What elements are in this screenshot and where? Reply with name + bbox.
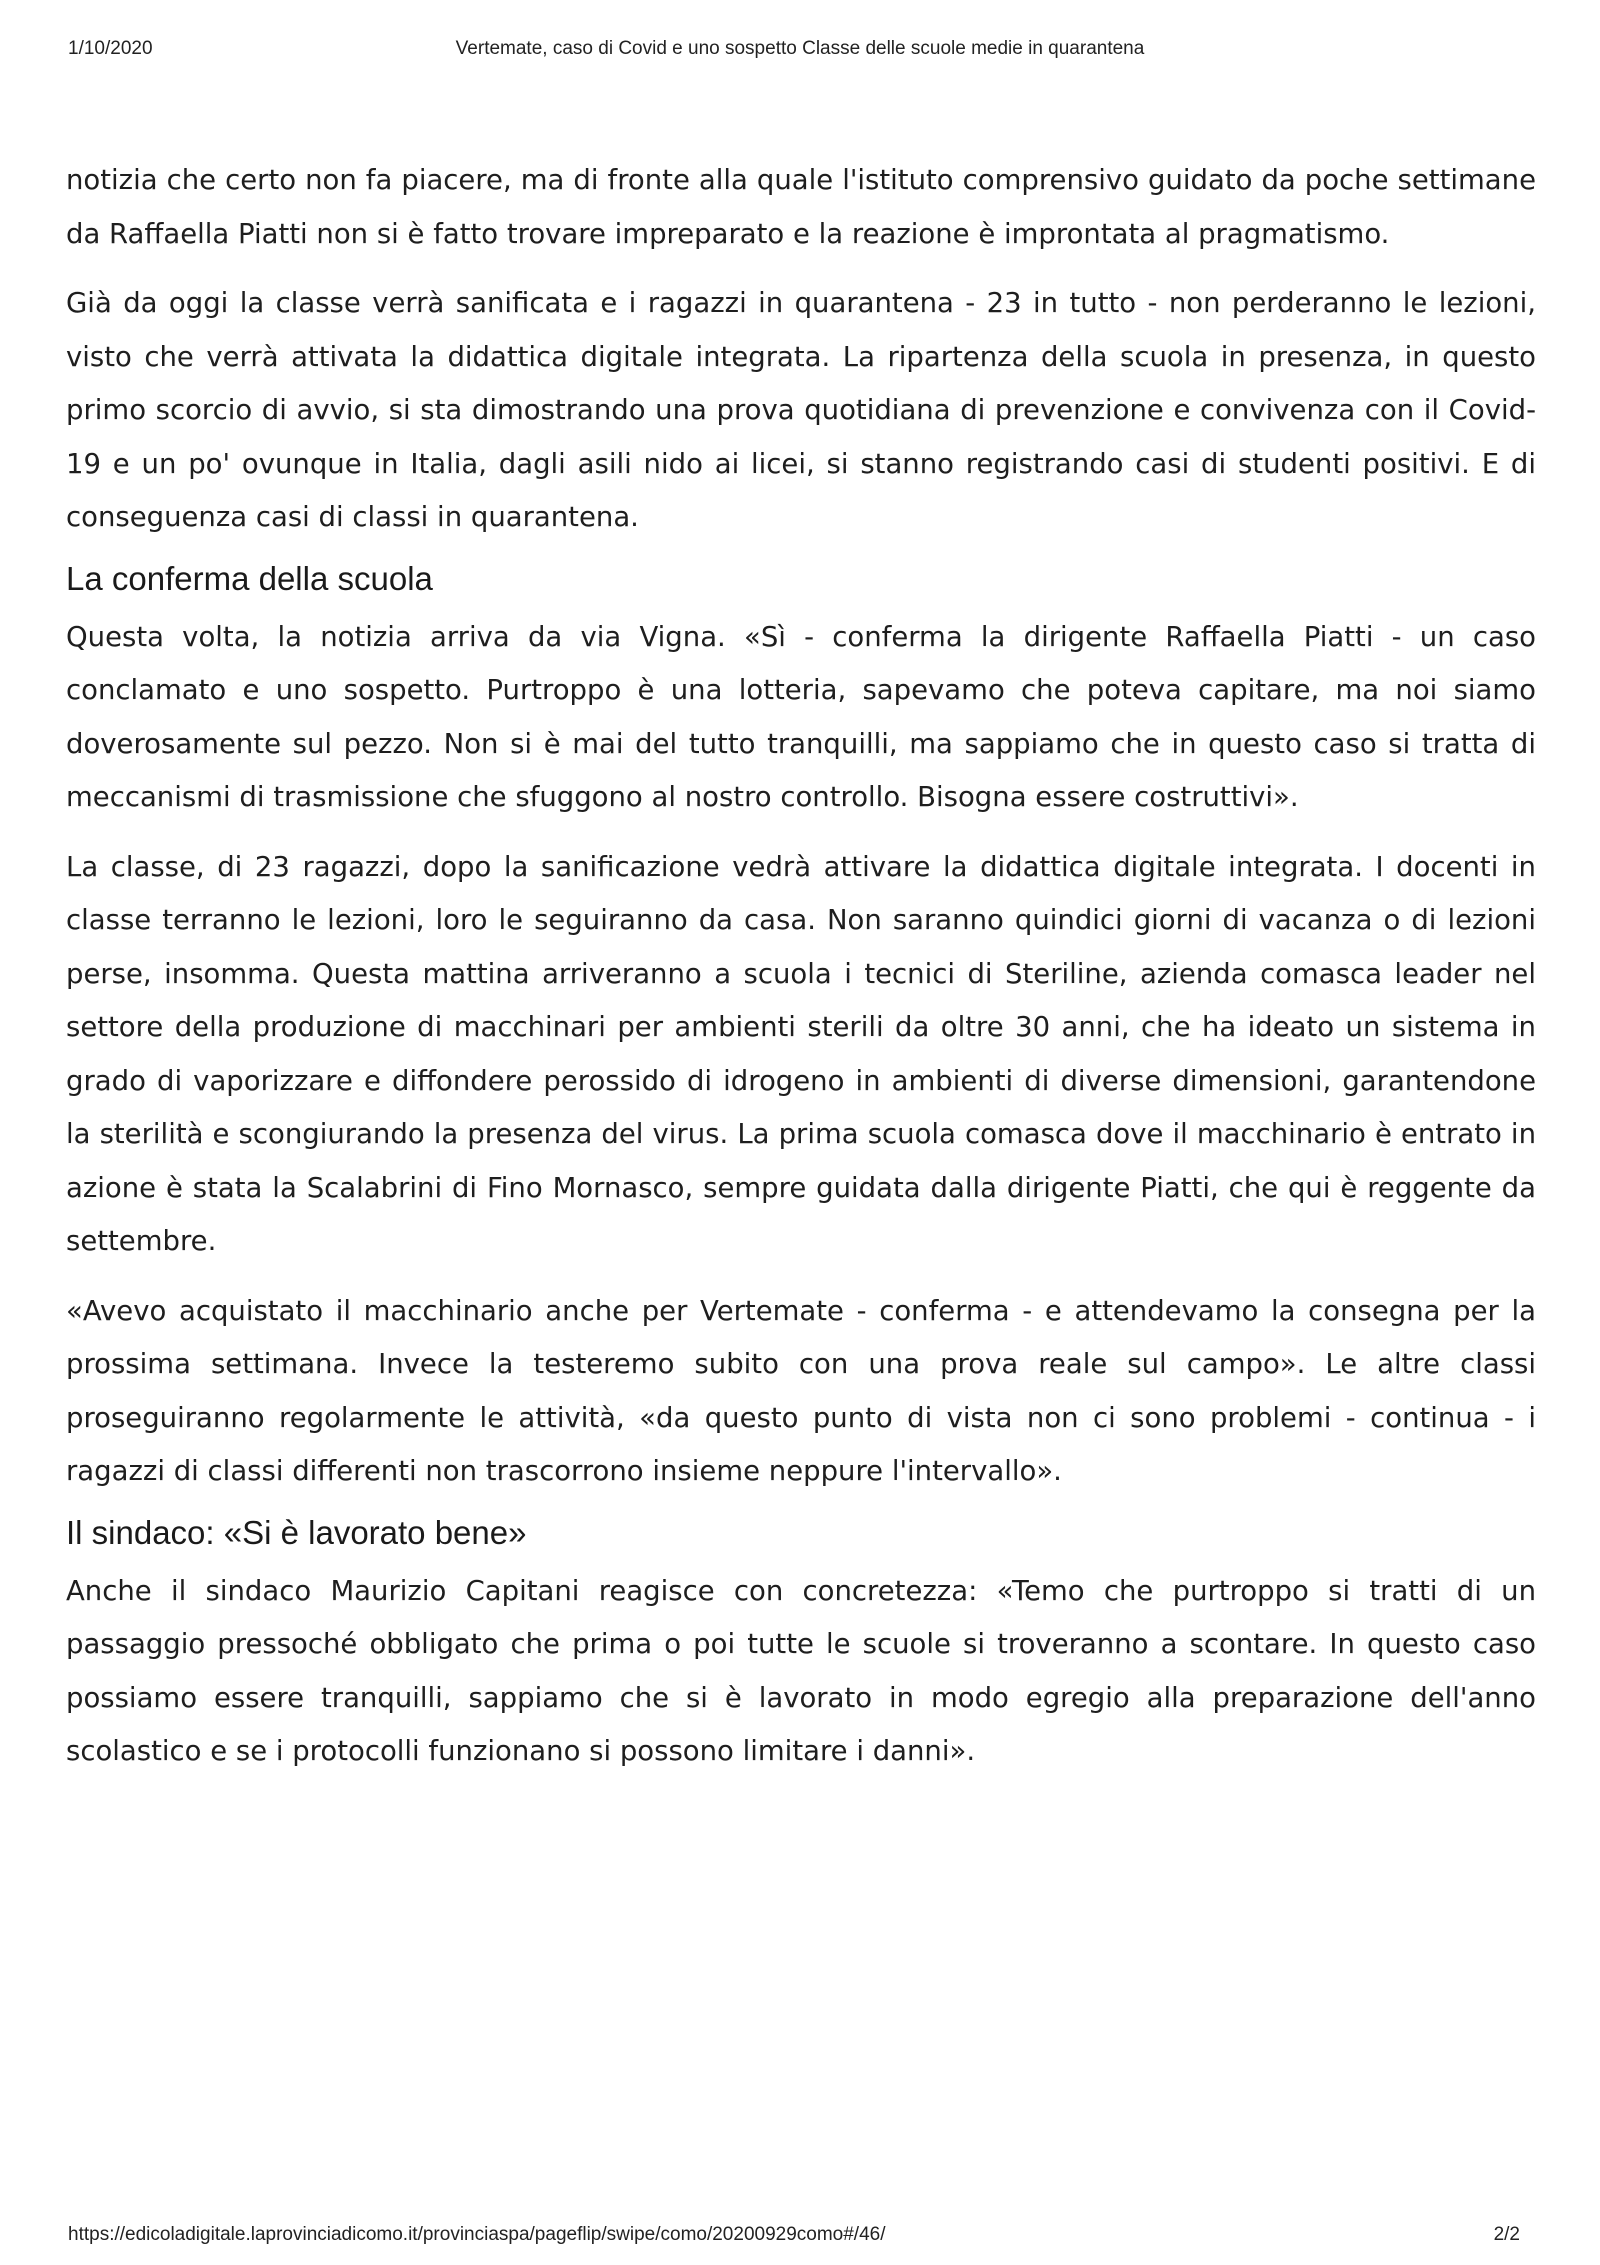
article-paragraph: Questa volta, la notizia arriva da via Vigna. «Sì - conferma la dirigente Raffaella Piatti - un caso conclamato e uno sospetto. Purtroppo è una lotteria, sapevamo che poteva capitare, ma noi siamo doverosamente sul pezzo. Non si è mai del tutto tranquilli, ma sappiamo che in questo caso si tratta di meccanismi di trasmissione che sfuggono al nostro controllo. Bisogna essere costruttivi». <box>66 620 1536 813</box>
source-url: https://edicoladigitale.laprovinciadicomo.it/provinciaspa/pageflip/swipe/como/20200929como#/46/ <box>68 2224 886 2245</box>
article-paragraph: «Avevo acquistato il macchinario anche per Vertemate - conferma - e attendevamo la consegna per la prossima settimana. Invece la testeremo subito con una prova reale sul campo». Le altre classi proseguiranno regolarmente le attività, «da questo punto di vista non ci sono problemi - continua - i ragazzi di classi differenti non trascorrono insieme neppure l'intervallo». <box>66 1294 1536 1487</box>
section-heading-school-confirmation: La conferma della scuola <box>66 559 433 597</box>
document-title: Vertemate, caso di Covid e uno sospetto Classe delle scuole medie in quarantena <box>455 38 1145 59</box>
print-date: 1/10/2020 <box>68 38 153 59</box>
print-header <box>68 38 1532 66</box>
article-body <box>66 154 1536 1795</box>
article-paragraph: Già da oggi la classe verrà sanificata e i ragazzi in quarantena - 23 in tutto - non perderanno le lezioni, visto che verrà attivata la didattica digitale integrata. La ripartenza della scuola in presenza, in questo primo scorcio di avvio, si sta dimostrando una prova quotidiana di prevenzione e convivenza con il Covid-19 e un po' ovunque in Italia, dagli asili nido ai licei, si stanno registrando casi di studenti positivi. E di conseguenza casi di classi in quarantena. <box>66 287 1536 533</box>
article-paragraph: notizia che certo non fa piacere, ma di fronte alla quale l'istituto comprensivo guidato da poche settimane da Raffaella Piatti non si è fatto trovare impreparato e la reazione è improntata al pragmatismo. <box>66 164 1536 250</box>
article-paragraph: La classe, di 23 ragazzi, dopo la sanificazione vedrà attivare la didattica digitale integrata. I docenti in classe terranno le lezioni, loro le seguiranno da casa. Non saranno quindici giorni di vacanza o di lezioni perse, insomma. Questa mattina arriveranno a scuola i tecnici di Steriline, azienda comasca leader nel settore della produzione di macchinari per ambienti sterili da oltre 30 anni, che ha ideato un sistema in grado di vaporizzare e diffondere perossido di idrogeno in ambienti di diverse dimensioni, garantendone la sterilità e scongiurando la presenza del virus. La prima scuola comasca dove il macchinario è entrato in azione è stata la Scalabrini di Fino Mornasco, sempre guidata dalla dirigente Piatti, che qui è reggente da settembre. <box>66 850 1536 1257</box>
section-heading-mayor: Il sindaco: «Si è lavorato bene» <box>66 1513 527 1551</box>
page-number: 2/2 <box>1493 2224 1520 2245</box>
article-paragraph: Anche il sindaco Maurizio Capitani reagisce con concretezza: «Temo che purtroppo si tratti di un passaggio pressoché obbligato che prima o poi tutte le scuole si troveranno a scontare. In questo caso possiamo essere tranquilli, sappiamo che si è lavorato in modo egregio alla preparazione dell'anno scolastico e se i protocolli funzionano si possono limitare i danni». <box>66 1574 1536 1767</box>
